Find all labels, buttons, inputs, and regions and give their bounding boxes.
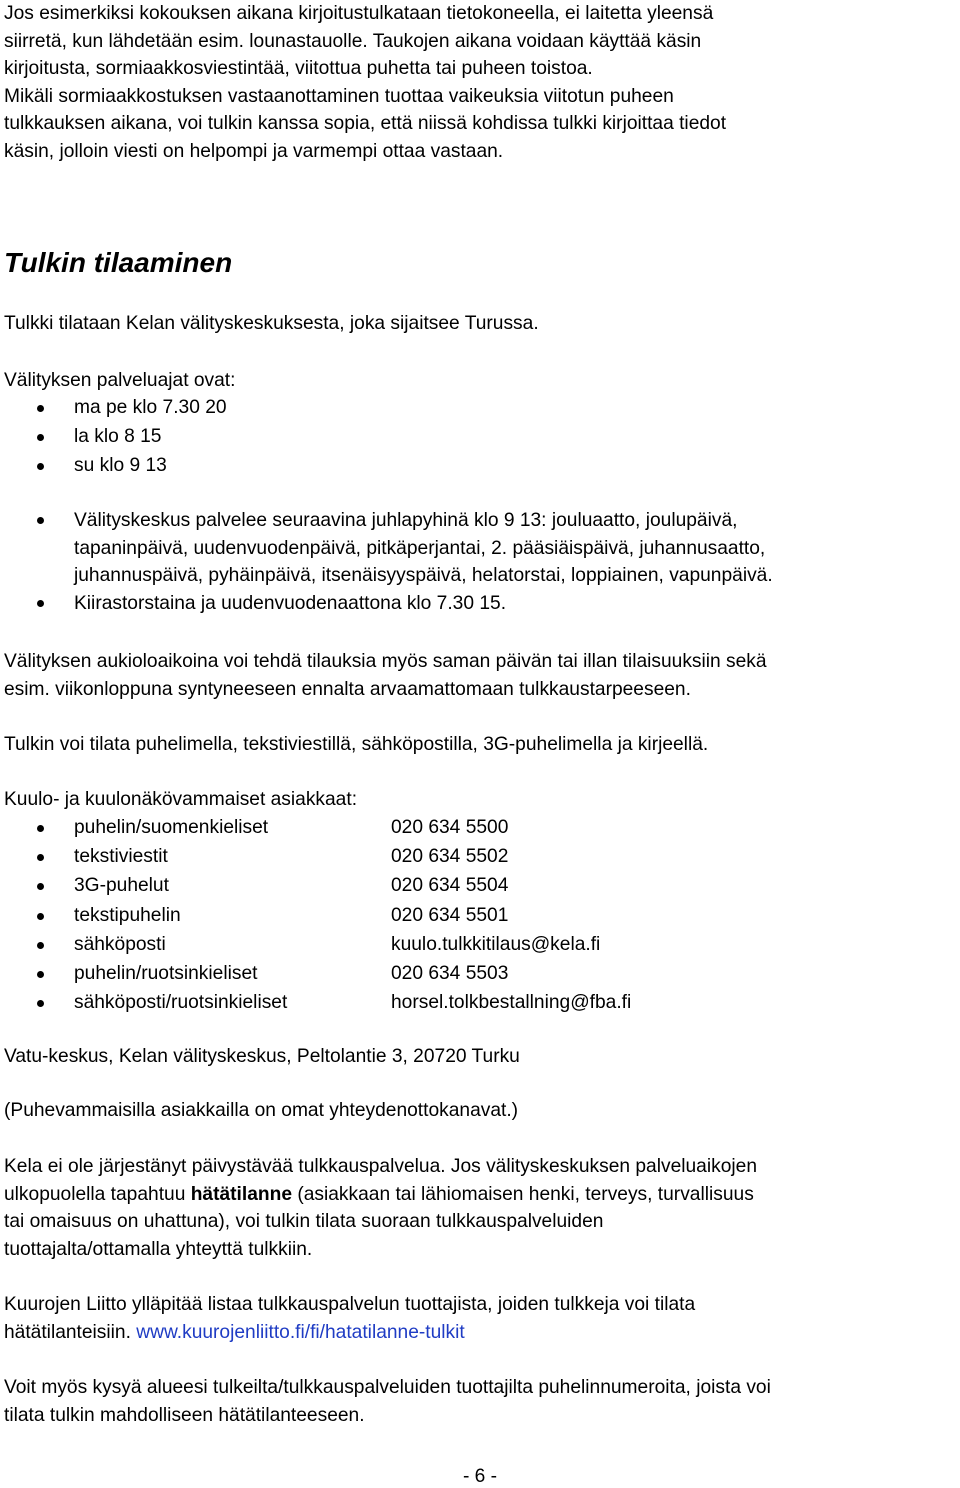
intro-line: käsin, jolloin viesti on helpompi ja varmempi ottaa vastaan.: [4, 140, 504, 162]
bullet-icon: [37, 463, 44, 470]
liitto-text: hätätilanteisiin.: [4, 1321, 137, 1343]
regional-line: tilata tulkin mahdolliseen hätätilanteeseen.: [4, 1404, 365, 1426]
emergency-bold-term: hätätilanne: [190, 1183, 292, 1205]
hours-item: la klo 8 15: [74, 426, 162, 448]
bullet-icon: [37, 854, 44, 861]
contact-value: 020 634 5500: [391, 817, 509, 838]
speech-note: (Puhevammaisilla asiakkailla on omat yhteydenottokanavat.): [4, 1100, 519, 1121]
section-heading: Tulkin tilaaminen: [4, 247, 233, 278]
intro-line: siirretä, kun lähdetään esim. lounastauolle. Taukojen aikana voidaan käyttää käsin: [4, 30, 702, 52]
contact-value: 020 634 5501: [391, 904, 509, 926]
bullet-icon: [37, 434, 44, 441]
contact-label: sähköposti/ruotsinkieliset: [74, 992, 288, 1014]
holidays-list: [0, 507, 773, 617]
bullet-icon: [37, 600, 44, 607]
contact-label: 3G-puhelut: [74, 875, 169, 897]
contact-value: kuulo.tulkkitilaus@kela.fi: [391, 933, 601, 955]
intro-line: tulkkauksen aikana, voi tulkin kanssa sopia, että niissä kohdissa tulkki kirjoittaa tiedot: [4, 113, 727, 134]
contact-label: tekstiviestit: [74, 846, 168, 868]
bullet-icon: [37, 913, 44, 920]
emergency-line: [4, 1181, 960, 1209]
outside-hours-line: Välityksen aukioloaikoina voi tehdä tilauksia myös saman päivän tai illan tilaisuuksiin sekä: [4, 651, 767, 672]
contact-value: 020 634 5502: [391, 846, 509, 868]
hatatilanne-link[interactable]: www.kuurojenliitto.fi/fi/hatatilanne-tulkit: [136, 1321, 465, 1343]
bullet-icon: [37, 825, 44, 832]
outside-hours-line: esim. viikonloppuna syntyneeseen ennalta arvaamattomaan tulkkaustarpeeseen.: [4, 678, 691, 700]
contacts-intro: Kuulo- ja kuulonäkövammaiset asiakkaat:: [4, 789, 358, 810]
page-number: - 6 -: [462, 1466, 498, 1487]
intro-line: kirjoitusta, sormiaakkosviestintää, viitottua puhetta tai puheen toistoa.: [4, 58, 593, 79]
contact-label: tekstipuhelin: [74, 904, 181, 926]
bullet-icon: [37, 883, 44, 890]
contact-label: puhelin/suomenkieliset: [74, 817, 269, 838]
holidays-line: tapaninpäivä, uudenvuodenpäivä, pitkäperjantai, 2. pääsiäispäivä, juhannusaatto,: [74, 537, 766, 559]
liitto-line: Kuurojen Liitto ylläpitää listaa tulkkauspalvelun tuottajista, joiden tulkkeja voi tilata: [4, 1294, 696, 1315]
holidays-line: Välityskeskus palvelee seuraavina juhlapyhinä klo 9 13: jouluaatto, joulupäivä,: [74, 510, 738, 531]
emergency-line: tai omaisuus on uhattuna), voi tulkin tilata suoraan tulkkauspalveluiden: [4, 1211, 604, 1232]
bullet-icon: [37, 1000, 44, 1007]
emergency-text: ulkopuolella tapahtuu: [4, 1183, 191, 1205]
bullet-icon: [37, 517, 44, 524]
holidays-line: Kiirastorstaina ja uudenvuodenaattona klo 7.30 15.: [74, 592, 507, 614]
liitto-line: [4, 1319, 960, 1347]
bullet-icon: [37, 942, 44, 949]
intro-line: Jos esimerkiksi kokouksen aikana kirjoitustulkataan tietokoneella, ei laitetta yleensä: [4, 3, 714, 24]
regional-line: Voit myös kysyä alueesi tulkeilta/tulkkauspalveluiden tuottajilta puhelinnumeroita, joista voi: [4, 1377, 771, 1398]
list-item: [0, 507, 773, 590]
emergency-text: (asiakkaan tai lähiomaisen henki, terveys, turvallisuus: [292, 1183, 754, 1205]
bullet-icon: [37, 971, 44, 978]
hours-item: ma pe klo 7.30 20: [74, 397, 227, 418]
bullet-icon: [37, 405, 44, 412]
contact-value: horsel.tolkbestallning@fba.fi: [391, 992, 632, 1014]
methods-text: Tulkin voi tilata puhelimella, tekstiviestillä, sähköpostilla, 3G-puhelimella ja kirjeellä.: [4, 734, 709, 755]
contact-label: puhelin/ruotsinkieliset: [74, 962, 258, 984]
holidays-line: juhannuspäivä, pyhäinpäivä, itsenäisyyspäivä, helatorstai, loppiainen, vapunpäivä.: [74, 565, 773, 586]
contact-value: 020 634 5503: [391, 962, 509, 984]
address-text: Vatu-keskus, Kelan välityskeskus, Peltolantie 3, 20720 Turku: [4, 1046, 520, 1067]
hours-item: su klo 9 13: [74, 455, 167, 477]
contact-label: sähköposti: [74, 933, 166, 955]
ordering-text: Tulkki tilataan Kelan välityskeskuksesta, joka sijaitsee Turussa.: [4, 313, 539, 334]
emergency-line: tuottajalta/ottamalla yhteyttä tulkkiin.: [4, 1238, 313, 1260]
list-item: [0, 590, 773, 618]
intro-line: Mikäli sormiaakkostuksen vastaanottaminen tuottaa vaikeuksia viitotun puheen: [4, 85, 674, 107]
emergency-line: Kela ei ole järjestänyt päivystävää tulkkauspalvelua. Jos välityskeskuksen palveluaikojen: [4, 1156, 757, 1177]
hours-intro: Välityksen palveluajat ovat:: [4, 370, 236, 391]
contact-value: 020 634 5504: [391, 875, 509, 897]
